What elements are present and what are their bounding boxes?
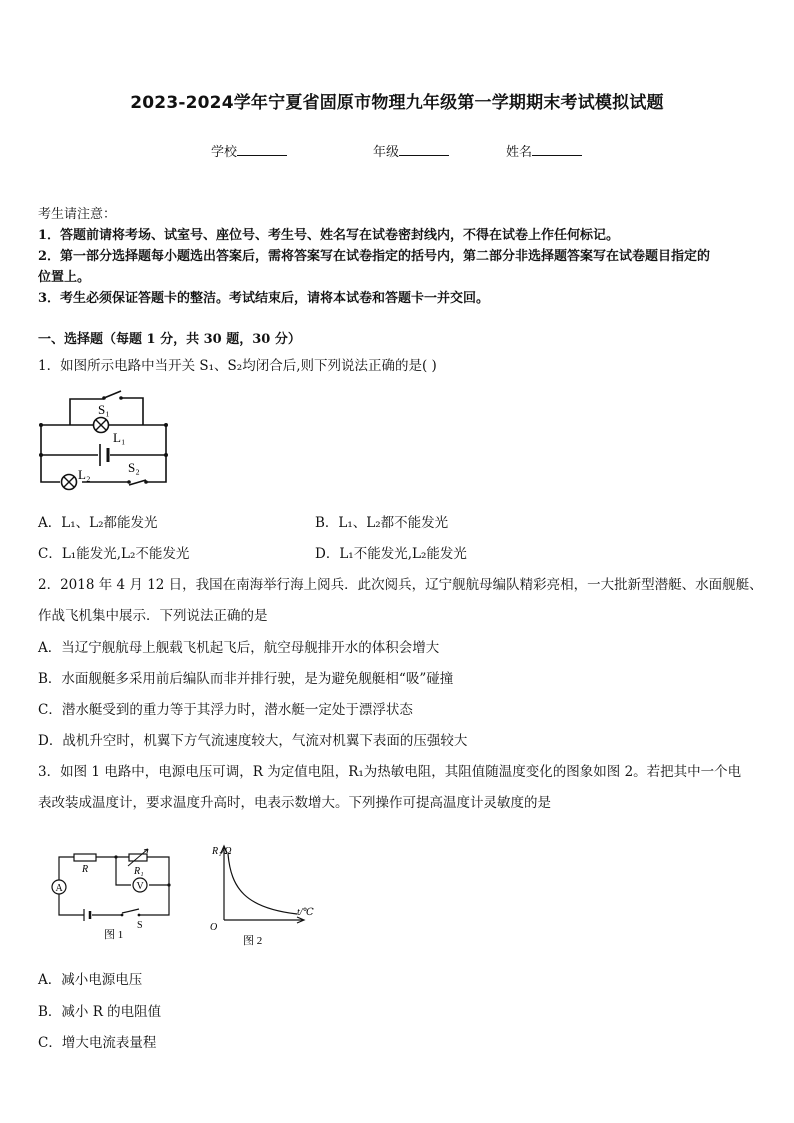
- notice-item-1: 1．答题前请将考场、试室号、座位号、考生号、姓名写在试卷密封线内，不得在试卷上作任何标记。: [38, 228, 620, 243]
- thermistor-r1-icon: [128, 849, 148, 866]
- battery-icon: [98, 444, 110, 466]
- grade-blank[interactable]: [399, 143, 449, 156]
- school-label: 学校: [211, 145, 238, 160]
- resistor-r-icon: [74, 854, 96, 861]
- graph-x-label: t/℃: [297, 907, 314, 918]
- l2-label: L₂: [78, 467, 91, 482]
- l1-label: L₁: [113, 430, 126, 445]
- s2-label: S₂: [128, 460, 140, 475]
- q2-stem-line1: 2．2018 年 4 月 12 日，我国在南海举行海上阅兵．此次阅兵，辽宁舰航母编队精彩亮相，一大批新型潜艇、水面舰艇、: [38, 577, 763, 593]
- school-field[interactable]: [211, 141, 287, 160]
- name-field[interactable]: [506, 141, 582, 160]
- resistance-temperature-curve: [228, 854, 297, 914]
- graph-y-label: R₁/Ω: [212, 846, 232, 857]
- q2-option-c[interactable]: C．潜水艇受到的重力等于其浮力时，潜水艇一定处于漂浮状态: [38, 702, 413, 718]
- school-blank[interactable]: [237, 143, 287, 156]
- ammeter-label: A: [55, 883, 63, 894]
- notice-item-3: 3．考生必须保证答题卡的整洁。考试结束后，请将本试卷和答题卡一并交回。: [38, 291, 490, 306]
- battery-icon: [84, 909, 90, 921]
- q3-option-b[interactable]: B．减小 R 的电阻值: [38, 1004, 162, 1020]
- lamp-l1-icon: [94, 418, 109, 433]
- q3-stem-line2: 表改装成温度计，要求温度升高时，电表示数增大。下列操作可提高温度计灵敏度的是: [38, 795, 551, 811]
- q1-stem: 1．如图所示电路中当开关 S₁、S₂均闭合后,则下列说法正确的是( ): [38, 358, 437, 374]
- q2-option-d[interactable]: D．战机升空时，机翼下方气流速度较大，气流对机翼下表面的压强较大: [38, 733, 468, 749]
- switch-label: S: [137, 920, 143, 931]
- figure-1-caption: 图 1: [104, 929, 124, 941]
- grade-label: 年级: [373, 145, 400, 160]
- notice-heading: 考生请注意：: [38, 207, 117, 222]
- figure-2-caption: 图 2: [243, 935, 263, 947]
- notice-item-2: 2．第一部分选择题每小题选出答案后，需将答案写在试卷指定的括号内，第二部分非选择题答案写在试卷题目指定的: [38, 249, 711, 264]
- page-title: 2023-2024学年宁夏省固原市物理九年级第一学期期末考试模拟试题: [130, 93, 664, 113]
- name-label: 姓名: [506, 145, 533, 160]
- q2-stem-line2: 作战飞机集中展示．下列说法正确的是: [38, 608, 268, 624]
- q1-option-b[interactable]: B．L₁、L₂都不能发光: [315, 515, 449, 531]
- grade-field[interactable]: [373, 141, 449, 160]
- r-label: R: [82, 864, 89, 875]
- q3-figure-2-graph: [205, 838, 325, 953]
- q1-option-a[interactable]: A．L₁、L₂都能发光: [38, 515, 158, 531]
- q1-option-d[interactable]: D．L₁不能发光,L₂能发光: [315, 546, 467, 562]
- voltmeter-icon: [133, 878, 147, 892]
- q2-option-b[interactable]: B．水面舰艇多采用前后编队而非并排行驶，是为避免舰艇相“吸”碰撞: [38, 671, 454, 687]
- r1-label: R₁: [134, 866, 144, 877]
- q1-circuit-diagram: [36, 385, 171, 495]
- q3-figure-1: [44, 840, 174, 945]
- q2-option-a[interactable]: A．当辽宁舰航母上舰载飞机起飞后，航空母舰排开水的体积会增大: [38, 640, 440, 656]
- name-blank[interactable]: [532, 143, 582, 156]
- q3-stem-line1: 3．如图 1 电路中，电源电压可调，R 为定值电阻，R₁为热敏电阻，其阻值随温度变化的图象如图 2。若把其中一个电: [38, 764, 742, 780]
- q3-option-c[interactable]: C．增大电流表量程: [38, 1035, 157, 1051]
- graph-origin-label: O: [210, 922, 218, 933]
- s1-label: S₁: [98, 402, 110, 417]
- lamp-l2-icon: [62, 475, 77, 490]
- q3-option-a[interactable]: A．减小电源电压: [38, 972, 143, 988]
- voltmeter-label: V: [136, 881, 144, 892]
- section-title: 一、选择题（每题 1 分，共 30 题，30 分）: [38, 332, 301, 347]
- ammeter-icon: [52, 880, 66, 894]
- q1-option-c[interactable]: C．L₁能发光,L₂不能发光: [38, 546, 190, 562]
- notice-item-2-cont: 位置上。: [38, 270, 91, 285]
